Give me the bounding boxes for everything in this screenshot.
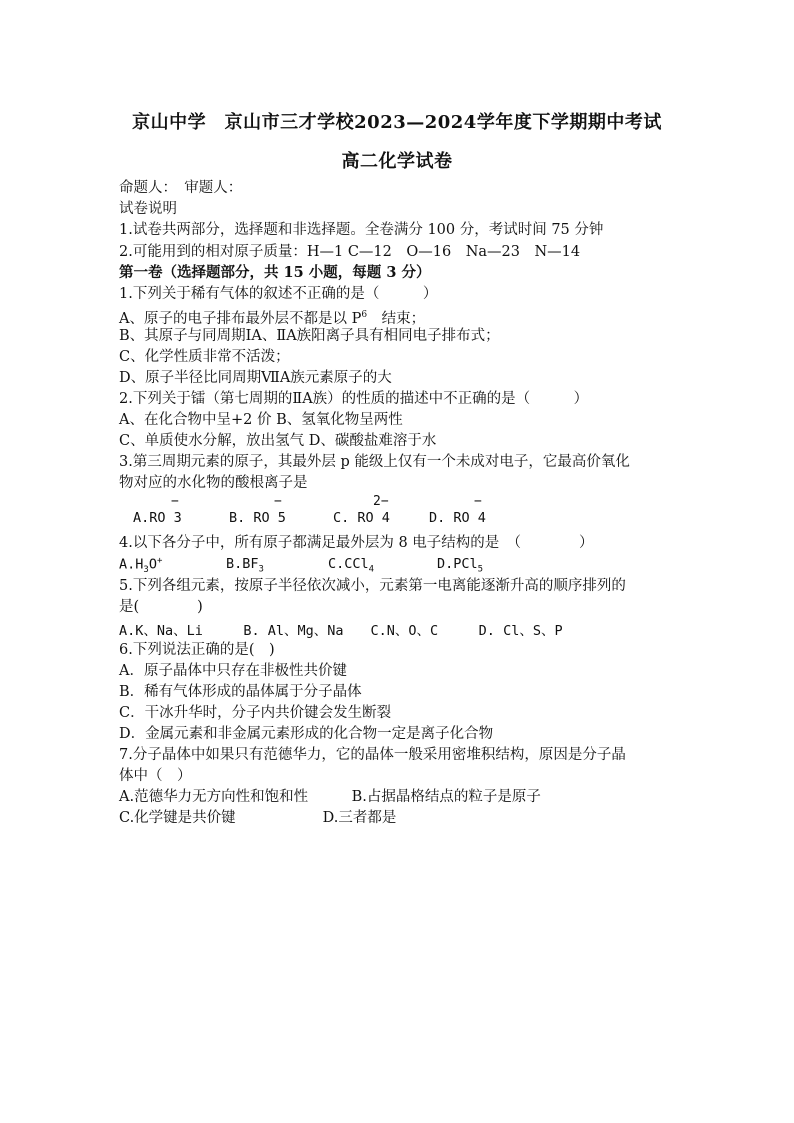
q4-option-b-sub: 3 [258, 564, 264, 575]
q6-option-b: B．稀有气体形成的晶体属于分子晶体 [119, 684, 362, 700]
q4-option-c-text: C.CCl [328, 556, 369, 572]
q5-options: A.K、Na、Li B. Al、Mg、Na C.N、O、C D. Cl、S、P [119, 623, 563, 639]
q3-option-d [429, 494, 519, 530]
instruction-2: 2.可能用到的相对原子质量：H—1 C—12 O—16 Na—23 N—14 [119, 244, 581, 260]
q2-options-cd: C、单质使水分解，放出氢气 D、碳酸盐难溶于水 [119, 433, 437, 449]
q3-option-c [333, 494, 423, 530]
q3-option-a-charge: − [171, 494, 179, 509]
q7-stem-1: 7.分子晶体中如果只有范德华力，它的晶体一般采用密堆积结构，原因是分子晶 [119, 747, 626, 763]
q4-option-b [226, 556, 264, 575]
q3-option-c-charge: 2− [373, 494, 389, 509]
section-heading: 第一卷（选择题部分，共 15 小题，每题 3 分） [119, 264, 431, 281]
q1-option-d: D、原子半径比同周期ⅦA族元素原子的大 [119, 370, 392, 386]
q4-option-a-o: O [148, 556, 157, 573]
instructions-heading: 试卷说明 [119, 201, 177, 217]
q1-option-a-end: 结束； [367, 310, 426, 327]
q3-option-a [133, 494, 223, 530]
q4-option-a-sup: + [156, 556, 163, 566]
q4-option-c-sub: 4 [368, 564, 375, 575]
q7-stem-2: 体中（ ） [119, 768, 192, 784]
q6-option-c: C．干冰升华时，分子内共价键会发生断裂 [119, 705, 392, 721]
q3-stem-1: 3.第三周期元素的原子，其最外层 p 能级上仅有一个未成对电子，它最高价氧化 [119, 454, 630, 470]
q4-option-a-text: A.H [119, 556, 144, 573]
q3-option-d-charge: − [474, 494, 482, 509]
q3-option-b-formula: B. RO 5 [229, 510, 286, 526]
q7-options-cd: C.化学键是共价键 D.三者都是 [119, 810, 397, 826]
q4-stem: 4.以下各分子中，所有原子都满足最外层为 8 电子结构的是 （ ） [119, 535, 594, 551]
authors-line: 命题人： 审题人： [119, 180, 243, 196]
q4-option-b-text: B.BF [226, 556, 259, 572]
q2-stem: 2.下列关于镭（第七周期的ⅡA族）的性质的描述中不正确的是（ ） [119, 391, 589, 407]
q5-stem-1: 5.下列各组元素，按原子半径依次减小，元素第一电离能逐渐升高的顺序排列的 [119, 578, 626, 594]
exam-subtitle: 高二化学试卷 [341, 151, 453, 172]
exam-title: 京山中学 京山市三才学校2023—2024学年度下学期期中考试 [132, 112, 662, 133]
q6-stem: 6.下列说法正确的是( ) [119, 642, 275, 658]
q4-option-d [437, 556, 483, 575]
q7-options-ab: A.范德华力无方向性和饱和性 B.占据晶格结点的粒子是原子 [119, 789, 541, 805]
q3-option-a-formula: A.RO 3 [133, 510, 182, 526]
q6-option-a: A．原子晶体中只存在非极性共价键 [119, 663, 347, 679]
q6-option-d: D．金属元素和非金属元素形成的化合物一定是离子化合物 [119, 726, 494, 742]
q3-option-d-formula: D. RO 4 [429, 510, 486, 526]
q4-option-d-sub: 5 [477, 564, 484, 575]
q1-option-b: B、其原子与同周期ⅠA、ⅡA族阳离子具有相同电子排布式； [119, 328, 500, 344]
q3-option-b-charge: − [274, 494, 282, 509]
q4-option-c [328, 556, 374, 575]
q1-option-a-text: A、原子的电子排布最外层不都是以 P [119, 310, 362, 327]
instruction-1: 1.试卷共两部分，选择题和非选择题。全卷满分 100 分，考试时间 75 分钟 [119, 222, 604, 238]
q3-option-c-formula: C. RO 4 [333, 510, 390, 526]
q2-options-ab: A、在化合物中呈+2 价 B、氢氧化物呈两性 [119, 412, 403, 428]
q3-option-b [229, 494, 319, 530]
q4-option-a [119, 556, 162, 575]
q3-stem-2: 物对应的水化物的酸根离子是 [119, 475, 308, 491]
q1-stem: 1.下列关于稀有气体的叙述不正确的是（ ） [119, 286, 438, 302]
q1-option-c: C、化学性质非常不活泼； [119, 349, 290, 365]
q4-option-a-sub: 3 [143, 565, 149, 576]
q5-stem-2: 是( ) [119, 599, 203, 615]
q1-option-a-sup: 6 [361, 310, 368, 320]
q4-option-d-text: D.PCl [437, 556, 478, 572]
